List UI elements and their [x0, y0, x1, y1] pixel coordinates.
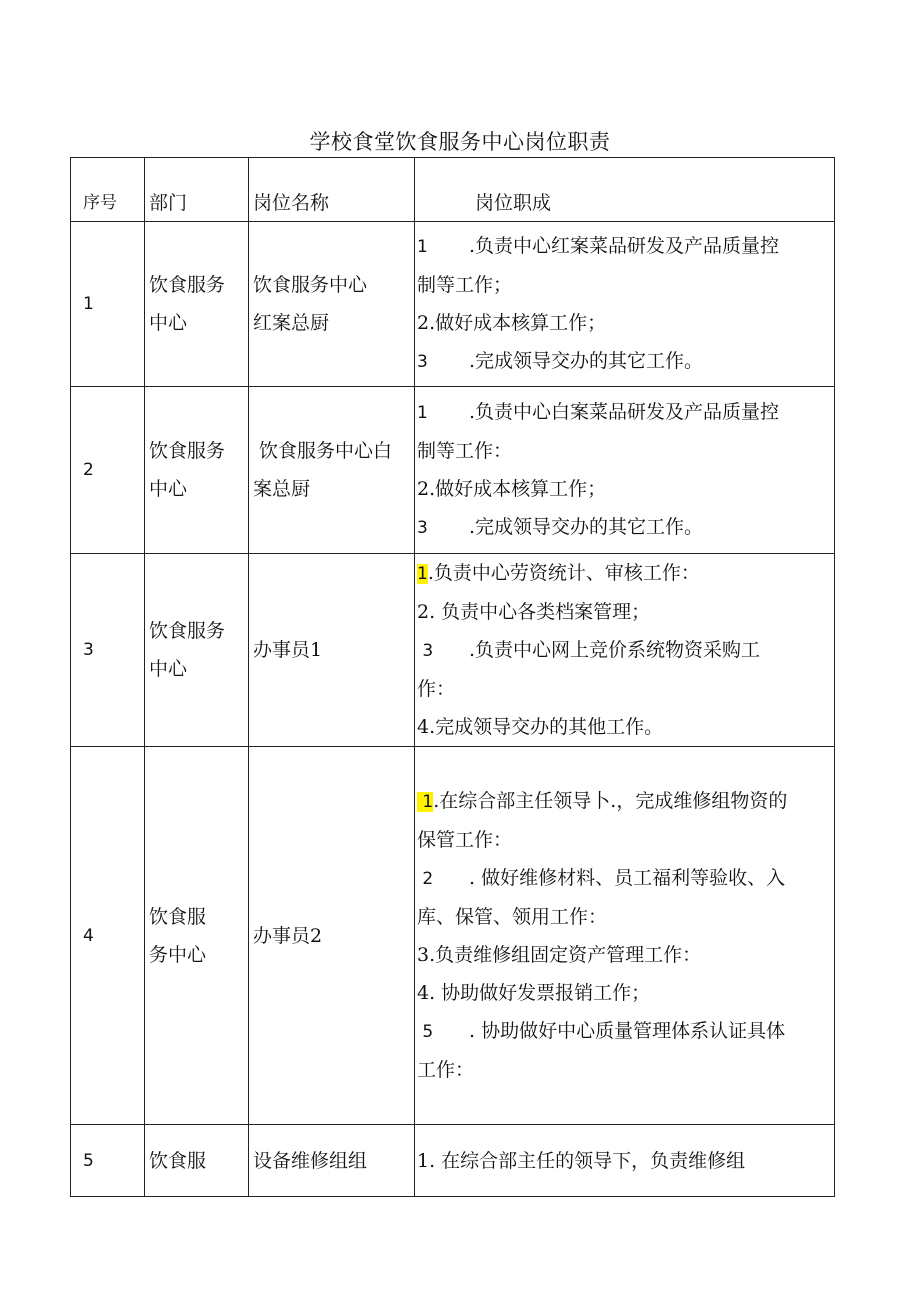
duty-line	[417, 708, 834, 746]
duty-text: 制等工作；	[417, 274, 513, 296]
duty-table	[70, 157, 835, 1197]
duty-text: .完成领导交办的其它工作。	[469, 350, 704, 372]
duty-number: 1	[417, 792, 434, 812]
department-line: 饮食服务	[149, 274, 226, 296]
duty-line	[417, 470, 834, 508]
header-position: 岗位名称	[249, 158, 415, 222]
duty-text: 作：	[417, 678, 456, 700]
row-duties	[415, 387, 835, 554]
row-department	[145, 1125, 249, 1197]
duty-text: 制等工作：	[417, 440, 513, 462]
duty-text: 2.做好成本核算工作；	[417, 478, 607, 500]
department-line: 中心	[149, 312, 188, 334]
table-row	[71, 747, 835, 1125]
duty-line	[417, 304, 834, 342]
row-department	[145, 387, 249, 554]
table-row	[71, 387, 835, 554]
duty-text: .负责中心网上竞价系统物资采购工	[469, 639, 761, 661]
duty-line	[417, 227, 834, 266]
duty-text: 保管工作：	[417, 829, 513, 851]
duty-text: .负责中心白案菜品研发及产品质量控	[469, 401, 780, 423]
duty-text: 3.负责维修组固定资产管理工作：	[417, 944, 702, 966]
department-line: 饮食服	[149, 905, 207, 928]
duty-line	[417, 782, 834, 821]
row-department	[145, 222, 249, 387]
row-number: 1	[71, 222, 145, 387]
position-line: 饮食服务中心	[253, 274, 368, 296]
duty-line	[417, 936, 834, 974]
duty-text: 2. 负责中心各类档案管理；	[417, 601, 651, 623]
row-duties	[415, 747, 835, 1125]
duty-line	[417, 821, 834, 859]
duty-line	[417, 266, 834, 304]
duty-number: 1	[417, 237, 428, 257]
duty-text: .在综合部主任领导卜.，完成维修组物资的	[433, 790, 788, 812]
row-position	[249, 387, 415, 554]
duty-line	[417, 1012, 834, 1051]
department-line: 饮食服务	[149, 440, 226, 462]
duty-line	[417, 1051, 834, 1089]
row-duties	[415, 222, 835, 387]
position-line: 设备维修组组	[253, 1149, 368, 1172]
row-number: 5	[71, 1125, 145, 1197]
duty-number: 3	[417, 641, 434, 661]
duty-text: 库、保管、领用工作：	[417, 906, 608, 928]
row-department	[145, 747, 249, 1125]
table-row	[71, 554, 835, 747]
duty-line	[417, 593, 834, 631]
row-duties	[415, 1125, 835, 1197]
row-number: 3	[71, 554, 145, 747]
table-row	[71, 1125, 835, 1197]
duty-line	[417, 1142, 834, 1180]
header-dept: 部门	[145, 158, 249, 222]
document-title: 学校食堂饮食服务中心岗位职责	[309, 130, 611, 154]
row-duties	[415, 554, 835, 747]
duty-text: . 协助做好中心质量管理体系认证具体	[469, 1020, 786, 1042]
department-line: 中心	[149, 478, 188, 500]
row-position	[249, 554, 415, 747]
duty-number: 1	[417, 564, 428, 584]
row-position	[249, 747, 415, 1125]
department-line: 饮食服	[149, 1149, 207, 1172]
position-line: 办事员1	[253, 639, 323, 661]
duty-line	[417, 342, 834, 381]
duty-number: 3	[417, 518, 428, 538]
table-header-row	[71, 158, 835, 222]
duty-number: 1	[417, 403, 428, 423]
duty-line	[417, 859, 834, 898]
duty-line	[417, 554, 834, 593]
row-number: 2	[71, 387, 145, 554]
position-line: 红案总厨	[253, 312, 330, 334]
duty-line	[417, 898, 834, 936]
position-line: 饮食服务中心白	[253, 440, 393, 462]
row-department	[145, 554, 249, 747]
duty-number: 2	[417, 869, 434, 889]
header-no: 序号	[71, 158, 145, 222]
table-row	[71, 222, 835, 387]
duty-number: 5	[417, 1022, 434, 1042]
department-line: 饮食服务	[149, 620, 226, 642]
duty-line	[417, 670, 834, 708]
duty-text: 工作：	[417, 1059, 475, 1081]
duty-line	[417, 393, 834, 432]
duty-text: 4. 协助做好发票报销工作；	[417, 982, 651, 1004]
duty-text: . 做好维修材料、员工福利等验收、入	[469, 867, 786, 889]
duty-line	[417, 631, 834, 670]
duty-text: 1. 在综合部主任的领导下，负责维修组	[417, 1149, 746, 1172]
department-line: 务中心	[149, 943, 207, 966]
duty-line	[417, 432, 834, 470]
duty-text: 4.完成领导交办的其他工作。	[417, 716, 664, 738]
header-duty	[415, 158, 835, 222]
duty-text: .完成领导交办的其它工作。	[469, 516, 704, 538]
row-number: 4	[71, 747, 145, 1125]
duty-text: .负责中心红案菜品研发及产品质量控	[469, 235, 780, 257]
position-line: 案总厨	[253, 478, 311, 500]
position-line: 办事员2	[253, 924, 323, 947]
duty-line	[417, 508, 834, 547]
duty-line	[417, 974, 834, 1012]
duty-text: .负责中心劳资统计、审核工作：	[427, 562, 700, 584]
header-duty-label: 岗位职成	[475, 192, 552, 214]
department-line: 中心	[149, 658, 188, 680]
duty-number: 3	[417, 352, 428, 372]
row-position	[249, 1125, 415, 1197]
row-position	[249, 222, 415, 387]
duty-text: 2.做好成本核算工作；	[417, 312, 607, 334]
